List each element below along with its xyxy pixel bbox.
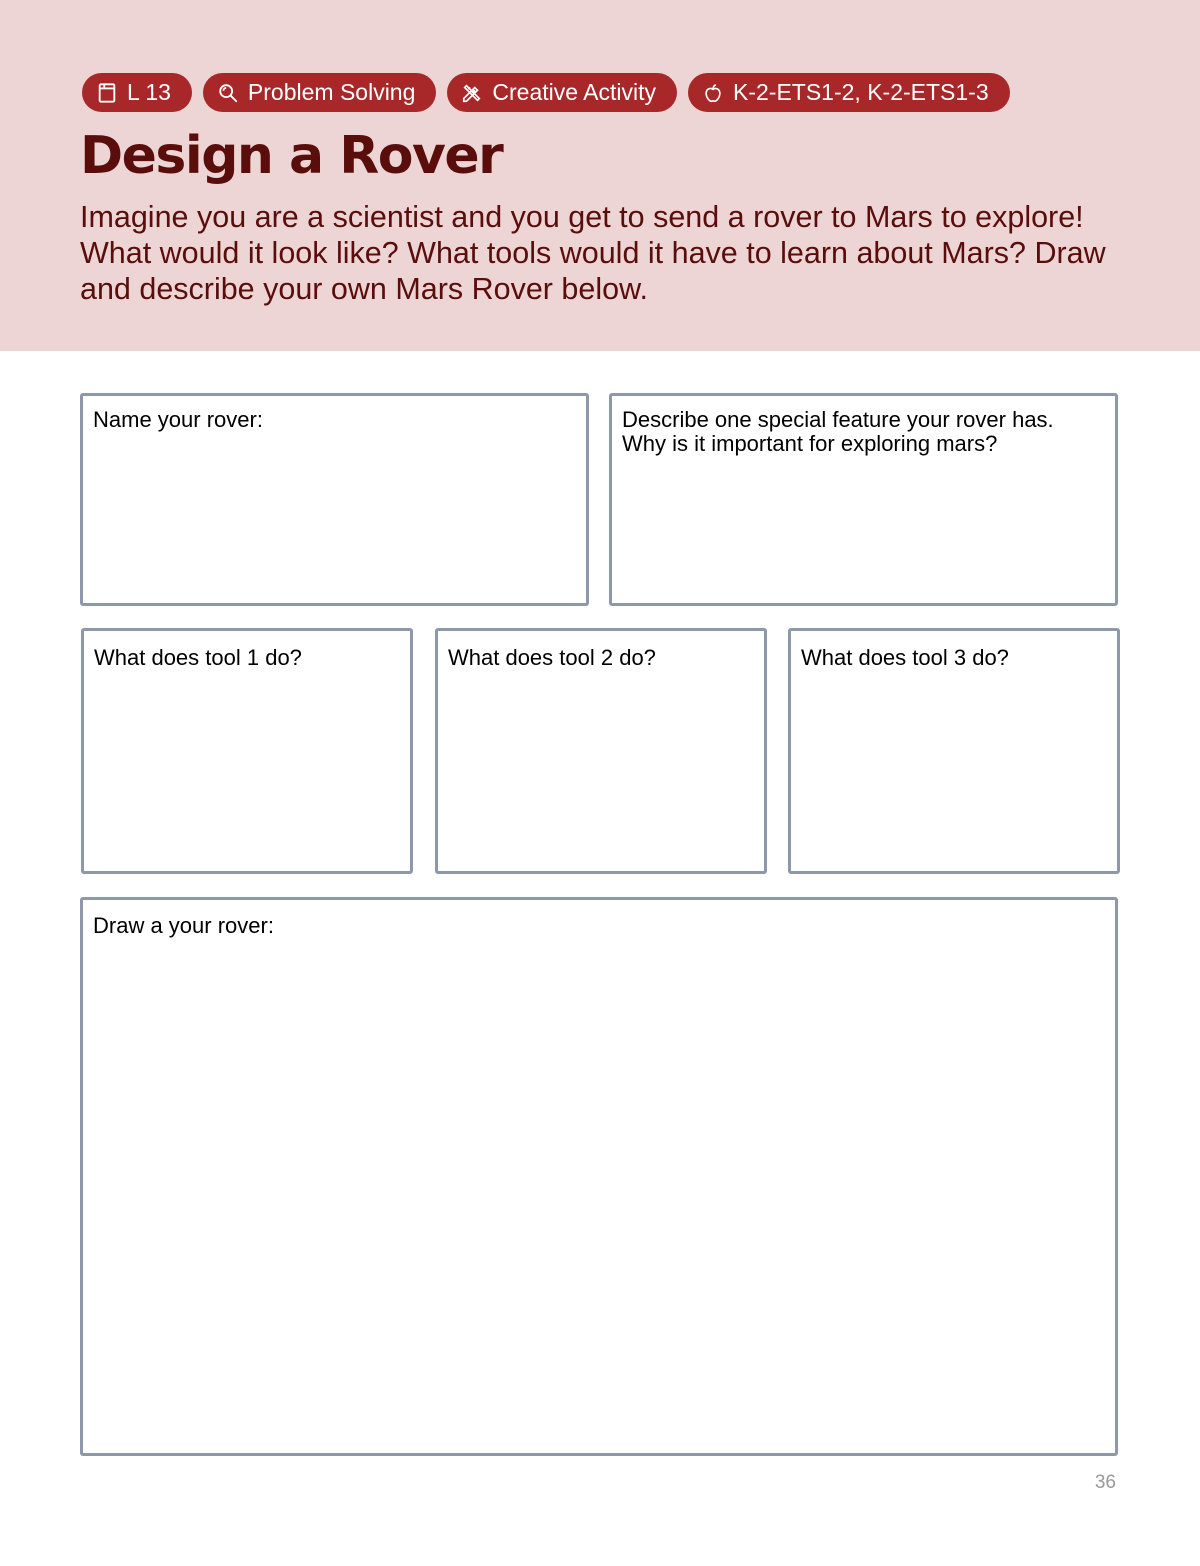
- draw-rover-box[interactable]: [80, 897, 1118, 1456]
- rover-name-box[interactable]: [80, 393, 589, 606]
- pencil-ruler-icon: [461, 82, 483, 104]
- apple-icon: [702, 82, 724, 104]
- standards-tag-label: K-2-ETS1-2, K-2-ETS1-3: [733, 79, 989, 105]
- tool-1-label: What does tool 1 do?: [94, 645, 302, 670]
- tool-2-label: What does tool 2 do?: [448, 645, 656, 670]
- problem-solving-tag-label: Problem Solving: [247, 79, 416, 105]
- tool-2-box[interactable]: [435, 628, 767, 874]
- page-number: 36: [1094, 1472, 1116, 1493]
- creative-activity-tag-label: Creative Activity: [492, 79, 656, 105]
- draw-rover-label: Draw a your rover:: [93, 913, 274, 938]
- tag-list: [82, 73, 1010, 112]
- tool-1-box[interactable]: [81, 628, 413, 874]
- standards-tag: [688, 73, 1010, 112]
- intro-text: Imagine you are a scientist and you get to send a rover to Mars to explore! What would it look like? What tools would it have to learn about Mars? Draw and describe your own Mars Rover below.: [80, 200, 1106, 306]
- special-feature-question: Describe one special feature your rover has.: [622, 407, 1054, 432]
- tool-3-label: What does tool 3 do?: [801, 645, 1009, 670]
- special-feature-why: Why is it important for exploring mars?: [622, 431, 998, 456]
- header-banner: [0, 0, 1200, 351]
- magnifier-icon: [217, 82, 239, 104]
- problem-solving-tag: [203, 73, 436, 112]
- book-icon: [96, 82, 118, 104]
- special-feature-label: [622, 408, 1105, 456]
- lesson-tag: [82, 73, 192, 112]
- special-feature-box[interactable]: [609, 393, 1118, 606]
- creative-activity-tag: [447, 73, 677, 112]
- tool-3-box[interactable]: [788, 628, 1120, 874]
- page-title: Design a Rover: [80, 126, 503, 186]
- lesson-tag-label: L 13: [127, 79, 171, 105]
- rover-name-label: Name your rover:: [93, 407, 263, 432]
